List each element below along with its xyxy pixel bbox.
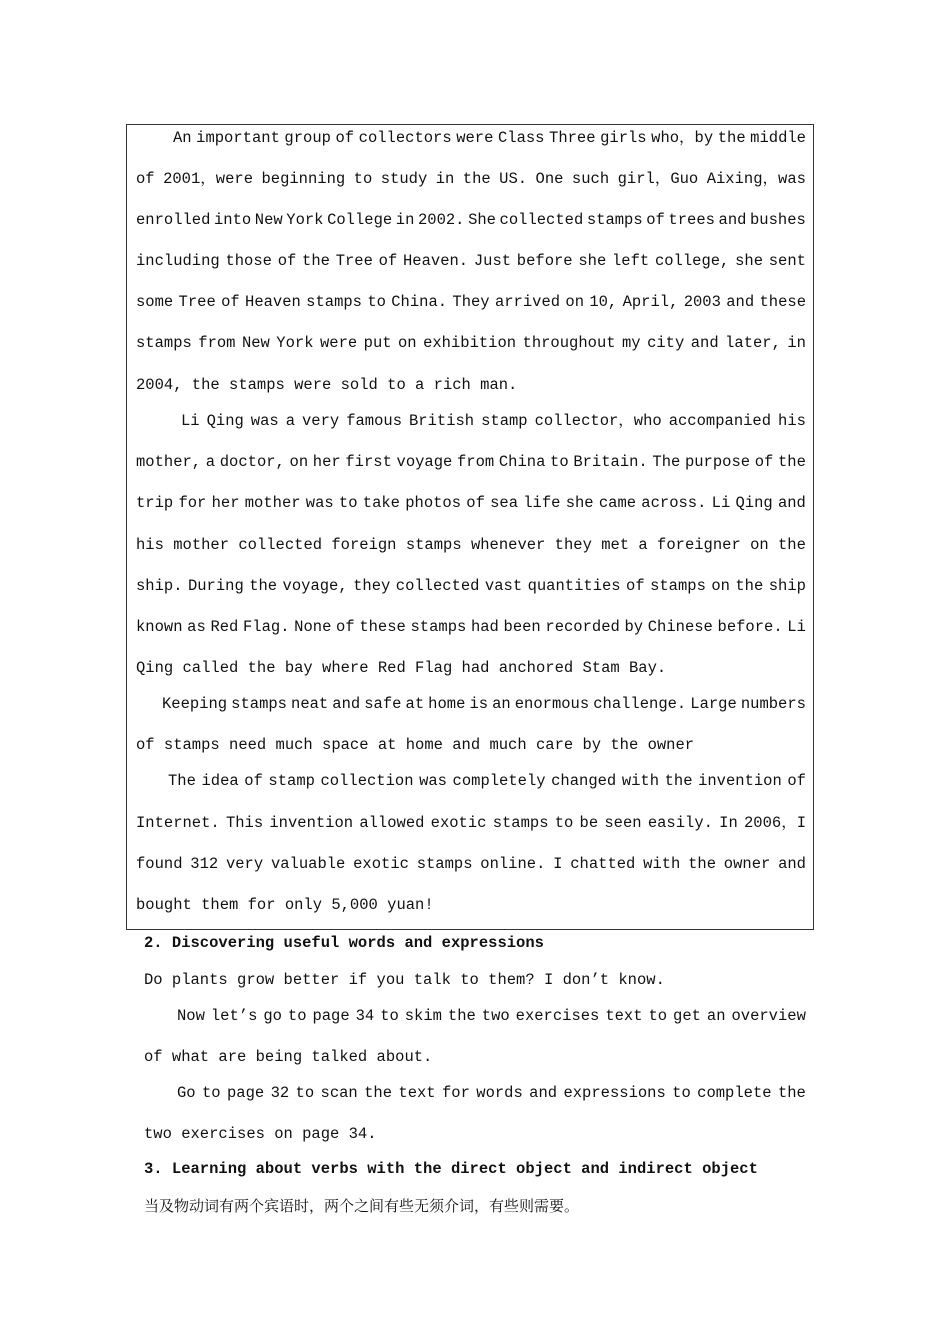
passage-p1-line-5: some Tree of Heaven stamps to China. They arrived on 10, April, 2003 and these — [136, 293, 806, 311]
section-2-p2-line-2: two exercises on page 34. — [144, 1125, 377, 1143]
passage-p4-line-2: Internet. This invention allowed exotic stamps to be seen easily. In 2006，I — [136, 814, 806, 832]
passage-p1-line-6: stamps from New York were put on exhibition throughout my city and later, in — [136, 334, 806, 352]
passage-p2-line-3: trip for her mother was to take photos of sea life she came across. Li Qing and — [136, 494, 806, 512]
passage-p4-line-1: The idea of stamp collection was completely changed with the invention of — [168, 772, 806, 790]
section-2-heading: 2. Discovering useful words and expressions — [144, 934, 544, 952]
passage-p2-line-2: mother, a doctor, on her first voyage from China to Britain. The purpose of the — [136, 453, 806, 471]
passage-p3-line-2: of stamps need much space at home and much care by the owner — [136, 736, 695, 754]
passage-p4-line-4: bought them for only 5,000 yuan! — [136, 896, 434, 914]
passage-p2-line-7: Qing called the bay where Red Flag had anchored Stam Bay. — [136, 659, 667, 677]
passage-p4-line-3: found 312 very valuable exotic stamps online. I chatted with the owner and — [136, 855, 806, 873]
passage-p3-line-1: Keeping stamps neat and safe at home is an enormous challenge. Large numbers — [162, 695, 806, 713]
passage-p1-line-1: An important group of collectors were Class Three girls who，by the middle — [173, 129, 806, 147]
passage-p2-line-6: known as Red Flag. None of these stamps had been recorded by Chinese before. Li — [136, 618, 806, 636]
passage-p1-line-3: enrolled into New York College in 2002. She collected stamps of trees and bushes — [136, 211, 806, 229]
section-3-line-1: 当及物动词有两个宾语时，两个之间有些无须介词，有些则需要。 — [144, 1197, 580, 1215]
section-2-p1-line-1: Now let’s go to page 34 to skim the two exercises text to get an overview — [177, 1007, 806, 1025]
passage-p2-line-1: Li Qing was a very famous British stamp collector，who accompanied his — [181, 412, 806, 430]
passage-p2-line-4: his mother collected foreign stamps whenever they met a foreigner on the — [136, 536, 806, 554]
passage-p1-line-7: 2004, the stamps were sold to a rich man. — [136, 376, 518, 394]
section-3-heading: 3. Learning about verbs with the direct object and indirect object — [144, 1160, 758, 1178]
passage-p1-line-4: including those of the Tree of Heaven. Just before she left college, she sent — [136, 252, 806, 270]
passage-p2-line-5: ship. During the voyage, they collected vast quantities of stamps on the ship — [136, 577, 806, 595]
passage-p1-line-2: of 2001，were beginning to study in the US. One such girl，Guo Aixing，was — [136, 170, 806, 188]
section-2-p2-line-1: Go to page 32 to scan the text for words and expressions to complete the — [177, 1084, 806, 1102]
reading-passage-box — [126, 124, 814, 930]
section-2-line-1: Do plants grow better if you talk to them? I don’t know. — [144, 971, 665, 989]
section-2-p1-line-2: of what are being talked about. — [144, 1048, 433, 1066]
